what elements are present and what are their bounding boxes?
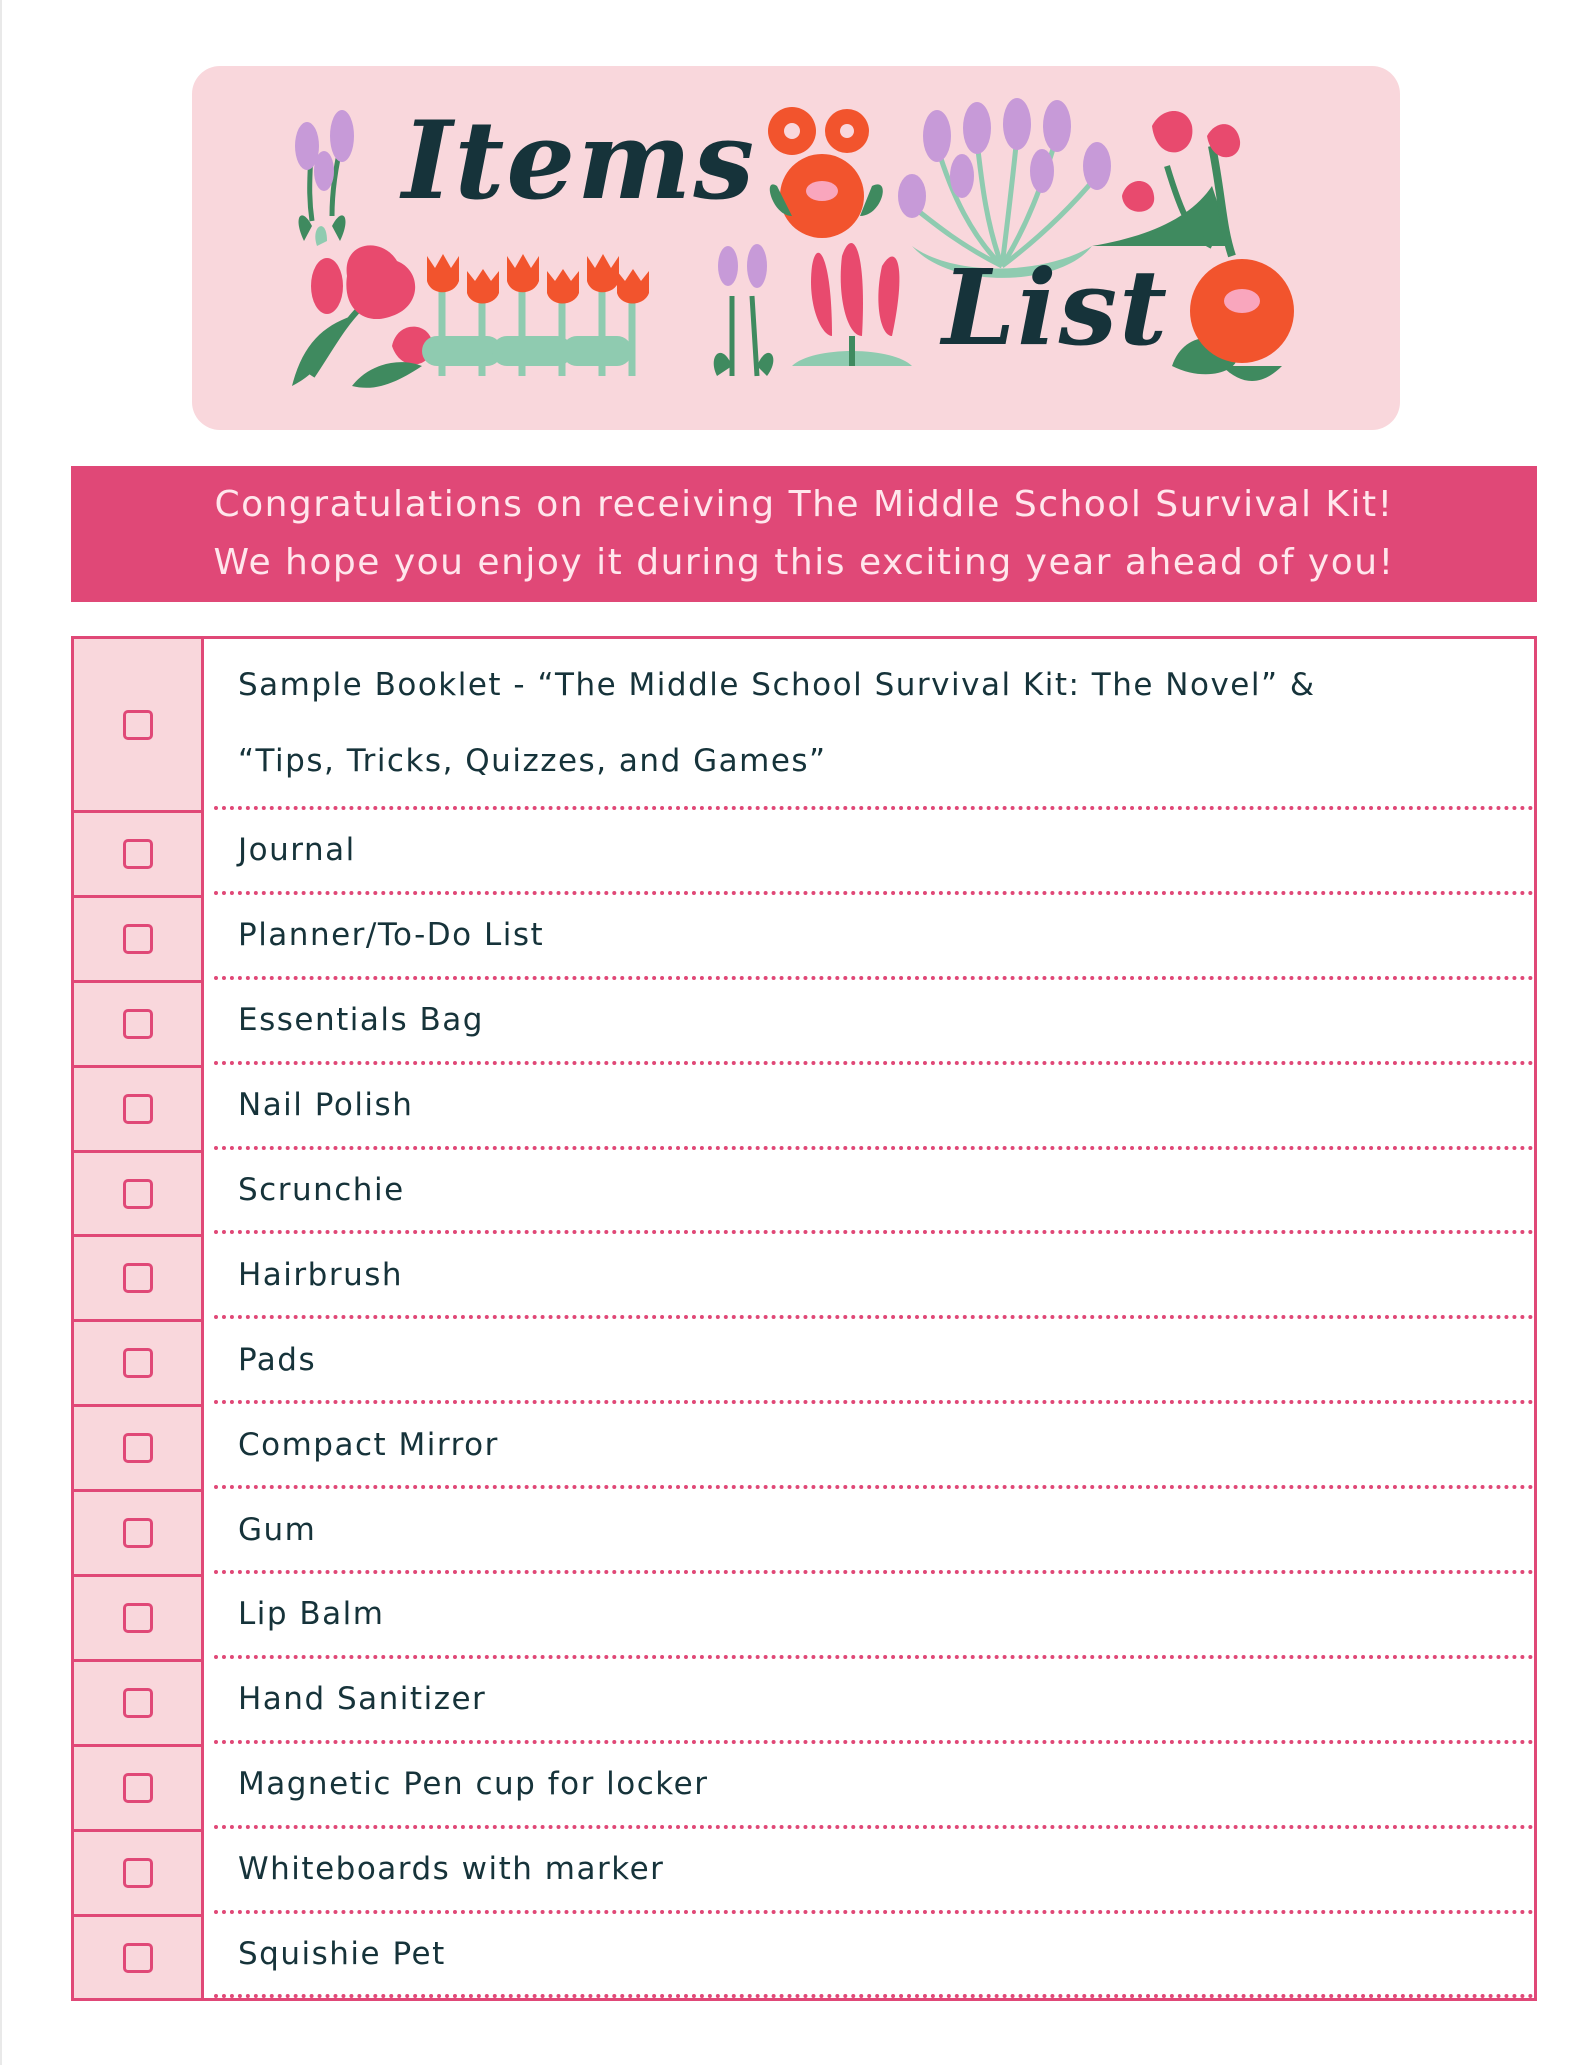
item-label: Hairbrush (214, 1234, 1534, 1319)
checkbox-cell (74, 895, 204, 980)
item-label: Magnetic Pen cup for locker (214, 1744, 1534, 1829)
checkbox-cell (74, 1829, 204, 1914)
pink-lily-icon (792, 243, 912, 366)
item-label: Gum (214, 1489, 1534, 1574)
checkbox[interactable] (123, 1433, 153, 1463)
checkbox[interactable] (123, 1263, 153, 1293)
item-label: Squishie Pet (214, 1914, 1534, 1999)
red-tulip-icon (1092, 111, 1240, 256)
checklist-row (74, 1489, 1534, 1574)
item-label: Compact Mirror (214, 1404, 1534, 1489)
checkbox-cell (74, 1744, 204, 1829)
checklist-row (74, 1744, 1534, 1829)
checklist-row (74, 1914, 1534, 1999)
checkbox-cell (74, 1319, 204, 1404)
checkbox[interactable] (123, 1773, 153, 1803)
checkbox[interactable] (123, 1603, 153, 1633)
item-label: Whiteboards with marker (214, 1829, 1534, 1914)
item-label-line-1: Sample Booklet - “The Middle School Survival Kit: The Novel” & (238, 666, 1316, 703)
checklist-row (74, 895, 1534, 980)
checkbox[interactable] (123, 1009, 153, 1039)
checkbox[interactable] (123, 1179, 153, 1209)
checklist-row (74, 810, 1534, 895)
checkbox[interactable] (123, 1688, 153, 1718)
checkbox[interactable] (123, 1348, 153, 1378)
checklist-row (74, 639, 1534, 810)
checkbox-cell (74, 1489, 204, 1574)
red-flower-icon (292, 245, 432, 387)
checklist-row (74, 1065, 1534, 1150)
item-label: Essentials Bag (214, 980, 1534, 1065)
item-label: Journal (214, 810, 1534, 895)
item-label: Hand Sanitizer (214, 1659, 1534, 1744)
item-label: Nail Polish (214, 1065, 1534, 1150)
checkbox[interactable] (123, 924, 153, 954)
checkbox-cell (74, 639, 204, 810)
checklist-row (74, 1404, 1534, 1489)
intro-line-1: Congratulations on receiving The Middle School Survival Kit! (214, 484, 1394, 525)
checkbox-cell (74, 1404, 204, 1489)
item-label (214, 639, 1534, 810)
checkbox[interactable] (123, 1518, 153, 1548)
checklist-row (74, 1829, 1534, 1914)
title-list: List (942, 246, 1170, 369)
checkbox-cell (74, 810, 204, 895)
title-banner (192, 66, 1400, 430)
item-label: Pads (214, 1319, 1534, 1404)
checklist-row (74, 1234, 1534, 1319)
intro-banner (71, 466, 1537, 602)
checklist-row (74, 980, 1534, 1065)
checkbox-cell (74, 1150, 204, 1235)
item-label: Scrunchie (214, 1150, 1534, 1235)
orange-flower-icon (1172, 259, 1294, 381)
checkbox-cell (74, 1659, 204, 1744)
lavender-sprig-icon (714, 244, 774, 376)
daisy-flower-icon (768, 107, 883, 238)
item-label-line-2: “Tips, Tricks, Quizzes, and Games” (238, 742, 827, 779)
checkbox-cell (74, 1914, 204, 1999)
checkbox-cell (74, 1234, 204, 1319)
checkbox-cell (74, 980, 204, 1065)
tulip-row-icon (422, 254, 649, 376)
items-checklist (71, 636, 1537, 2001)
checkbox[interactable] (123, 839, 153, 869)
checkbox-cell (74, 1574, 204, 1659)
checkbox[interactable] (123, 710, 153, 740)
checkbox[interactable] (123, 1094, 153, 1124)
checklist-row (74, 1574, 1534, 1659)
item-label: Planner/To-Do List (214, 895, 1534, 980)
checkbox[interactable] (123, 1858, 153, 1888)
lavender-flower-icon (295, 110, 354, 246)
intro-line-2: We hope you enjoy it during this exciting year ahead of you! (213, 542, 1395, 583)
checklist-row (74, 1150, 1534, 1235)
item-label: Lip Balm (214, 1574, 1534, 1659)
checkbox[interactable] (123, 1943, 153, 1973)
flower-illustration (192, 66, 1400, 430)
checklist-row (74, 1319, 1534, 1404)
title-items: Items (402, 98, 757, 224)
checkbox-cell (74, 1065, 204, 1150)
checklist-row (74, 1659, 1534, 1744)
